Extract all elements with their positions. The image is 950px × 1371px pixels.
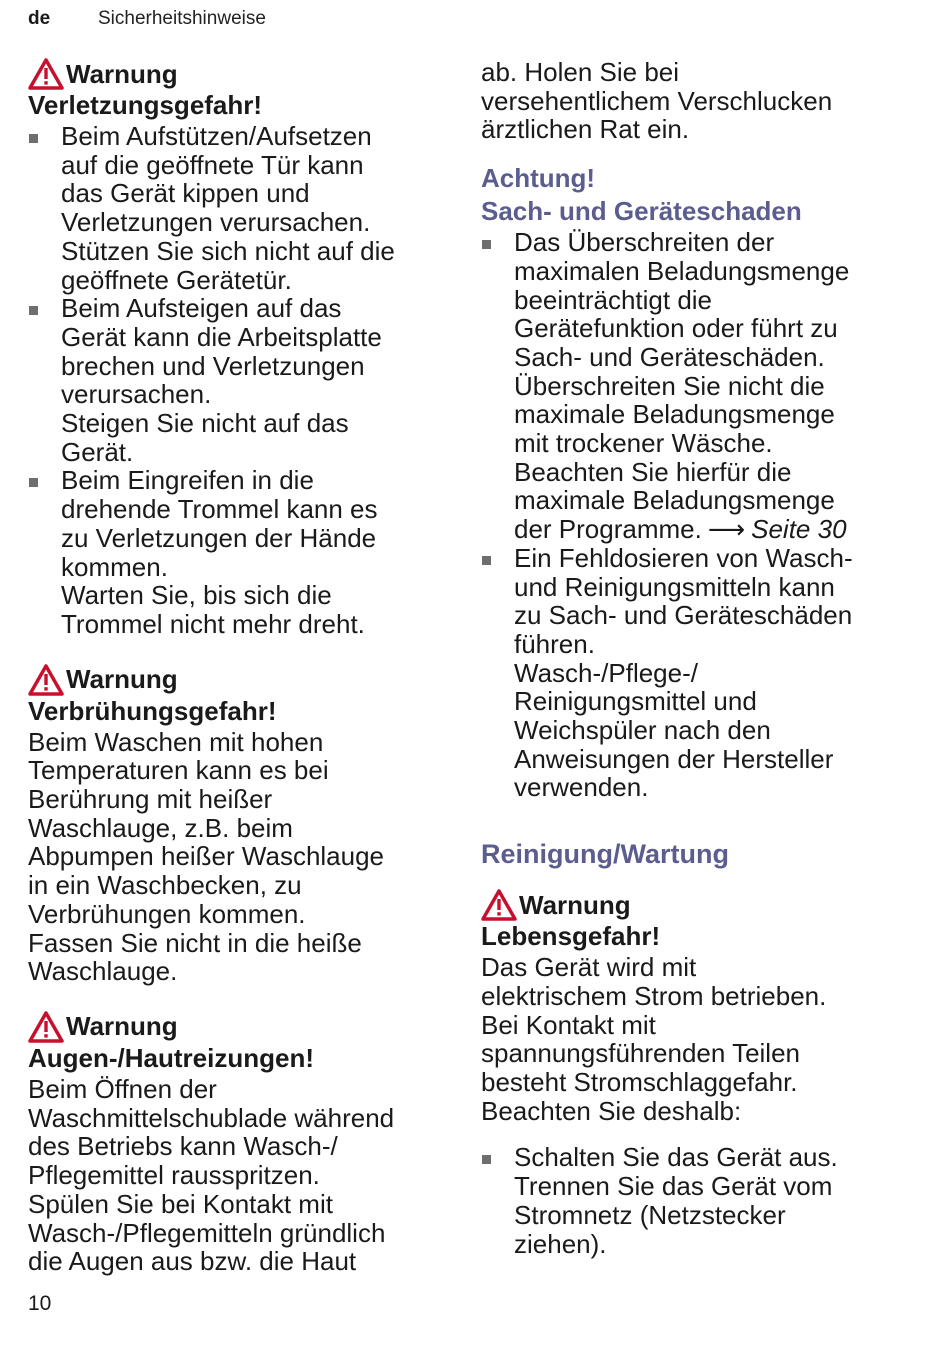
bullet-list <box>28 122 443 639</box>
arrow-right-icon: ⟶ <box>707 514 746 545</box>
warning-subtitle: Verbrühungsgefahr! <box>28 695 277 726</box>
list-item: Beim Eingreifen in die drehende Trommel kann es zu Verletzungen der Hände kommen. Warten Sie, bis sich die Trommel nicht mehr dreht. <box>28 466 443 638</box>
warning-text: Beim Waschen mit hohen Temperaturen kann es bei Berührung mit heißer Waschlauge, z.B. beim Abpumpen heißer Waschlauge in ein Waschbecken, zu Verbrühungen kommen. Fassen Sie nicht in die heiße Waschlauge. <box>28 726 385 987</box>
left-column <box>28 58 443 1276</box>
right-column <box>481 58 921 1258</box>
continued-text: ab. Holen Sie bei versehentlichem Verschlucken ärztlichen Rat ein. <box>481 57 833 145</box>
caution-block <box>481 162 921 802</box>
warning-triangle-icon <box>28 1011 64 1043</box>
warning-block-life <box>481 889 921 1258</box>
warning-title: Warnung <box>481 889 921 921</box>
bullet-square-icon <box>29 478 38 487</box>
list-item: Ein Fehldosieren von Wasch- und Reinigungsmitteln kann zu Sach- und Geräteschäden führen. Wasch-/Pflege-/ Reinigungsmittel und Weichspüler nach den Anweisungen der Hersteller verwenden. <box>481 544 921 802</box>
warning-triangle-icon <box>28 58 64 90</box>
list-item: Beim Aufstützen/Aufsetzen auf die geöffnete Tür kann das Gerät kippen und Verletzungen verursachen. Stützen Sie sich nicht auf die geöffnete Gerätetür. <box>28 122 443 294</box>
warning-block-scalding <box>28 664 443 986</box>
list-item: Schalten Sie das Gerät aus. Trennen Sie das Gerät vom Stromnetz (Netzstecker ziehen). <box>481 1143 921 1258</box>
bullet-list <box>481 228 921 802</box>
bullet-square-icon <box>482 1155 491 1164</box>
list-item: Das Überschreiten der maximalen Beladungsmenge beeinträchtigt die Gerätefunktion oder führt zu Sach- und Geräteschäden. Überschreiten Sie nicht die maximale Beladungsmenge mit trockener Wäsche. Beachten Sie hierfür die maximale Beladungsmenge der Programme. ⟶ Seite 30 <box>481 228 921 544</box>
warning-triangle-icon <box>481 889 517 921</box>
language-code: de <box>28 8 51 29</box>
warning-block-injury <box>28 58 443 639</box>
caution-subtitle: Sach- und Geräteschaden <box>481 196 802 227</box>
warning-title: Warnung <box>28 1011 443 1043</box>
section-heading: Reinigung/Wartung <box>481 839 729 870</box>
page-number: 10 <box>28 1292 52 1315</box>
warning-subtitle: Lebensgefahr! <box>481 921 661 952</box>
warning-subtitle: Verletzungsgefahr! <box>28 90 263 120</box>
section-title: Sicherheitshinweise <box>98 8 266 29</box>
warning-text: Das Gerät wird mit elektrischem Strom betrieben. Bei Kontakt mit spannungsführenden Teilen besteht Stromschlaggefahr. Beachten Sie deshalb: <box>481 952 827 1126</box>
page-reference-link[interactable]: Seite 30 <box>751 514 847 545</box>
caution-title: Achtung! <box>481 163 596 194</box>
bullet-square-icon <box>29 134 38 143</box>
bullet-list <box>481 1143 921 1258</box>
warning-subtitle: Augen-/Hautreizungen! <box>28 1042 314 1073</box>
warning-title: Warnung <box>28 664 443 696</box>
bullet-square-icon <box>482 240 491 249</box>
bullet-square-icon <box>29 306 38 315</box>
page-reference-line: der Programme. ⟶ Seite 30 <box>514 514 847 545</box>
warning-text: Beim Öffnen der Waschmittelschublade während des Betriebs kann Wasch-/ Pflegemittel rausspritzen. Spülen Sie bei Kontakt mit Wasch-/Pflegemitteln gründlich die Augen aus bzw. die Haut <box>28 1073 395 1277</box>
page-header <box>28 8 266 30</box>
warning-title: Warnung <box>28 58 443 90</box>
bullet-square-icon <box>482 556 491 565</box>
warning-triangle-icon <box>28 664 64 696</box>
list-item: Beim Aufsteigen auf das Gerät kann die Arbeitsplatte brechen und Verletzungen verursachen. Steigen Sie nicht auf das Gerät. <box>28 294 443 466</box>
warning-block-irritation <box>28 1011 443 1276</box>
